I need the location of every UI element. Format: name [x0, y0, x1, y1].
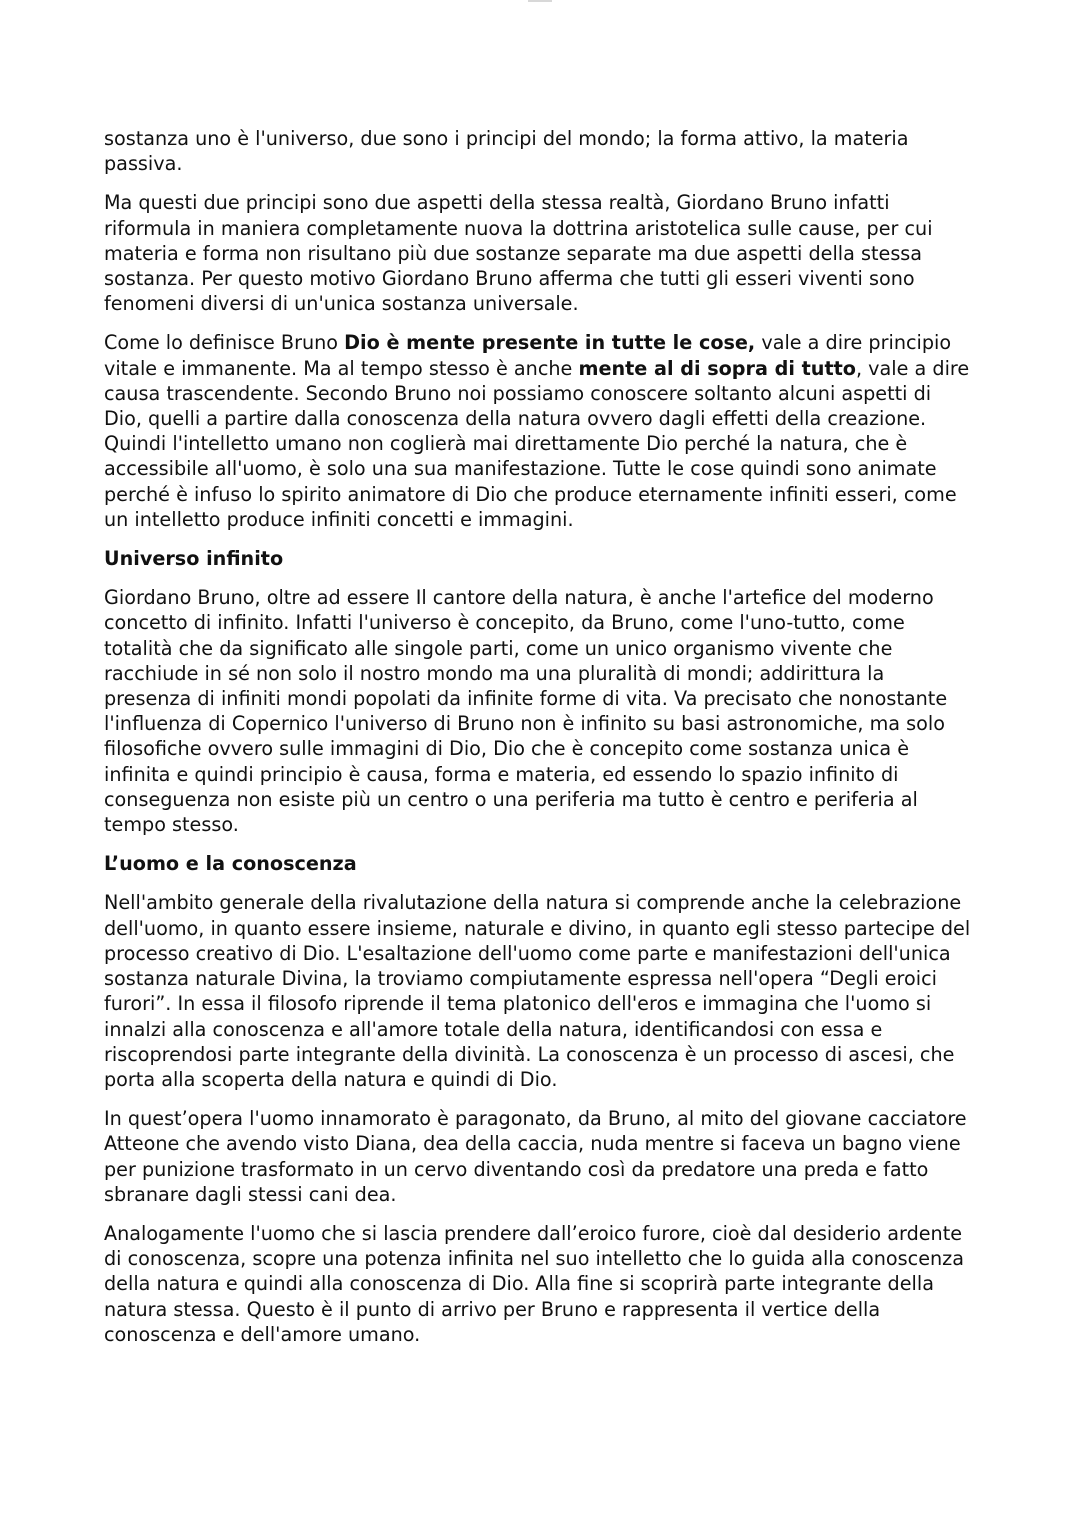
page-top-mark — [528, 0, 552, 2]
paragraph-god-mind — [104, 330, 974, 532]
paragraph-atteone-myth: In quest’opera l'uomo innamorato è paragonato, da Bruno, al mito del giovane cacciatore Atteone che avendo visto Diana, dea della caccia, nuda mentre si faceva un bagno viene per punizione trasformato in un cervo diventando così da predatore una preda e fatto sbranare dagli stessi cani dea. — [104, 1107, 967, 1206]
text-segment: Come lo definisce Bruno — [104, 331, 345, 355]
bold-segment: Dio è mente presente in tutte le cose, — [344, 331, 756, 355]
bold-segment: mente al di sopra di tutto — [578, 356, 856, 380]
heading-uomo-conoscenza: L’uomo e la conoscenza — [104, 852, 357, 876]
paragraph-celebration-of-man: Nell'ambito generale della rivalutazione della natura si comprende anche la celebrazione dell'uomo, in quanto essere insieme, naturale e divino, in quanto egli stesso partecipe del processo creativo di Dio. L'esaltazione dell'uomo come parte e manifestazioni dell'unica sostanza naturale Divina, la troviamo compiutamente espressa nell'opera “Degli eroici furori”. In essa il filosofo riprende il tema platonico dell'eros e immagina che l'uomo si innalzi alla conoscenza e all'amore totale della natura, identificandosi con essa e riscoprendosi parte integrante della divinità. La conoscenza è un processo di ascesi, che porta alla scoperta della natura e quindi di Dio. — [104, 891, 971, 1091]
text-segment: vale a dire principio vitale e immanente. Ma al tempo stesso è anche — [104, 331, 952, 380]
paragraph-principles: Ma questi due principi sono due aspetti della stessa realtà, Giordano Bruno infatti riformula in maniera completamente nuova la dottrina aristotelica sulle cause, per cui materia e forma non risultano più due sostanze separate ma due aspetti della stessa sostanza. Per questo motivo Giordano Bruno afferma che tutti gli esseri viventi sono fenomeni diversi di un'unica sostanza universale. — [104, 191, 933, 316]
heading-universo-infinito: Universo infinito — [104, 547, 284, 571]
paragraph-infinity: Giordano Bruno, oltre ad essere Il cantore della natura, è anche l'artefice del moderno concetto di infinito. Infatti l'universo è concepito, da Bruno, come l'uno-tutto, come totalità che da significato alle singole parti, come un unico organismo vivente che racchiude in sé non solo il nostro mondo ma una pluralità di mondi; addirittura la presenza di infiniti mondi popolati da infinite forme di vita. Va precisato che nonostante l'influenza di Copernico l'universo di Bruno non è infinito su basi astronomiche, ma solo filosofiche ovvero sulle immagini di Dio, Dio che è concepito come sostanza unica è infinita e quindi principio è causa, forma e materia, ed essendo lo spazio infinito di conseguenza non esiste più un centro o una periferia ma tutto è centro e periferia al tempo stesso. — [104, 586, 948, 837]
text-segment: , vale a dire causa trascendente. Secondo Bruno noi possiamo conoscere soltanto alcuni aspetti di Dio, quelli a partire dalla conoscenza della natura ovvero dagli effetti della creazione. Quindi l'intelletto umano non coglierà mai direttamente Dio perché la natura, che è accessibile all'uomo, è solo una sua manifestazione. Tutte le cose quindi sono animate perché è infuso lo spirito animatore di Dio che produce eternamente infiniti esseri, come un intelletto produce infiniti concetti e immagini. — [104, 356, 970, 531]
document-page — [104, 126, 974, 1361]
paragraph-heroic-fury: Analogamente l'uomo che si lascia prendere dall’eroico furore, cioè dal desiderio ardente di conoscenza, scopre una potenza infinita nel suo intelletto che lo guida alla conoscenza della natura e quindi alla conoscenza di Dio. Alla fine si scoprirà parte integrante della natura stessa. Questo è il punto di arrivo per Bruno e rappresenta il vertice della conoscenza e dell'amore umano. — [104, 1221, 964, 1346]
paragraph-substance: sostanza uno è l'universo, due sono i principi del mondo; la forma attivo, la materia passiva. — [104, 127, 909, 176]
